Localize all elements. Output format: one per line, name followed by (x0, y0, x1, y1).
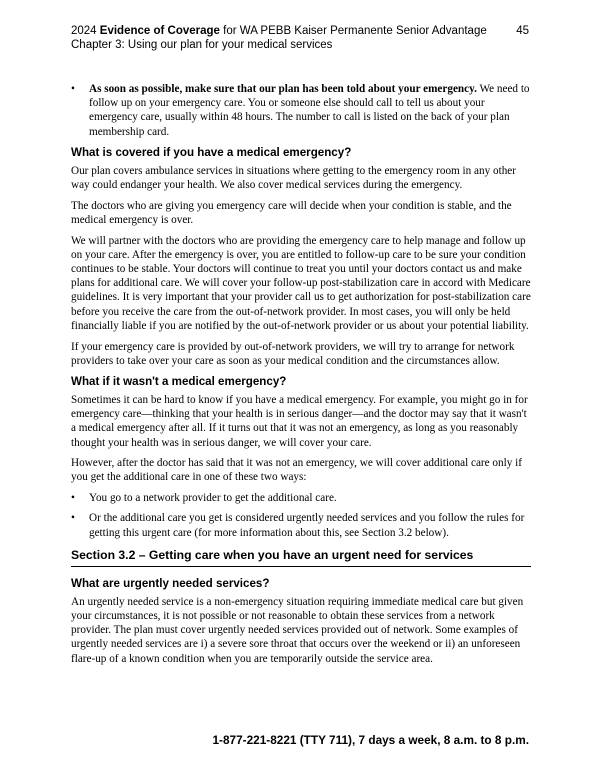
paragraph: We will partner with the doctors who are providing the emergency care to help manage and follow up on your care. After the emergency is over, you are entitled to follow-up care to be sure your condition continues to be stable. Your doctors will continue to treat you until your doctors contact us and make plans for additional care. We will cover your follow-up post-stabilization care in accord with Medicare guidelines. It is very important that your provider call us to get authorization for post-stabilization care before you receive the care from the out-of-network provider. In most cases, you will only be held financially liable if you are notified by the out-of-network provider or us about your potential liability. (71, 234, 531, 332)
section-heading-not-emergency: What if it wasn't a medical emergency? (71, 374, 287, 388)
list-item-text: Or the additional care you get is considered urgently needed services and you follow the rules for getting this urgent care (for more information about this, see Section 3.2 below). (89, 512, 525, 539)
header-doc-title: Evidence of Coverage (99, 25, 220, 37)
paragraph: An urgently needed service is a non-emergency situation requiring immediate medical care but given your circumstances, it is not possible or not reasonable to obtain these services from a network provider. The plan must cover urgently needed services provided out of network. Some examples of urgently needed services are i) a severe sore throat that occurs over the weekend or ii) an unforeseen flare-up of a known condition when you are temporarily outside the service area. (71, 595, 524, 665)
list-item-text: You go to a network provider to get the additional care. (89, 492, 337, 505)
paragraph: Our plan covers ambulance services in situations where getting to the emergency room in any other way could endanger your health. We also cover medical services during the emergency. (71, 164, 516, 192)
paragraph: If your emergency care is provided by out-of-network providers, we will try to arrange for network providers to take over your care as soon as your medical condition and the circumstances allow. (71, 340, 515, 367)
page-number: 45 (516, 25, 529, 37)
bullet-glyph: • (71, 512, 75, 525)
intro-bullet-bold: As soon as possible, make sure that our plan has been told about your emergency. (89, 83, 477, 95)
bullet-glyph: • (71, 492, 75, 505)
paragraph: The doctors who are giving you emergency care will decide when your condition is stable, and the medical emergency is over. (71, 199, 512, 226)
page-content (71, 82, 531, 672)
section-heading-urgent: What are urgently needed services? (71, 576, 270, 590)
header-year: 2024 (71, 25, 97, 37)
paragraph: However, after the doctor has said that it was not an emergency, we will cover additional care only if you get the additional care in one of these two ways: (71, 457, 522, 484)
page-header (71, 24, 529, 52)
header-plan-name: for WA PEBB Kaiser Permanente Senior Advantage (223, 25, 487, 37)
section-title-3-2: Section 3.2 – Getting care when you have an urgent need for services (71, 548, 531, 567)
section-heading-covered: What is covered if you have a medical emergency? (71, 145, 352, 159)
list-item (71, 511, 531, 539)
intro-bullet (71, 82, 531, 139)
list-item (71, 491, 531, 505)
intro-bullet-text: We need to follow up on your emergency care. You or someone else should call to tell us about your emergency care, usually within 48 hours. The number to call is listed on the back of your plan membership card. (89, 83, 530, 138)
bullet-glyph: • (71, 83, 75, 95)
header-chapter: Chapter 3: Using our plan for your medical services (71, 39, 333, 51)
paragraph: Sometimes it can be hard to know if you have a medical emergency. For example, you might go in for emergency care—thinking that your health is in serious danger—and the doctor may say that it wasn't a medical emergency after all. If it turns out that it was not an emergency, as long as you reasonably thought your health was in serious danger, we will cover your care. (71, 393, 528, 449)
footer-contact: 1-877-221-8221 (TTY 711), 7 days a week, 8 a.m. to 8 p.m. (212, 733, 529, 747)
header-title-line (71, 24, 529, 38)
